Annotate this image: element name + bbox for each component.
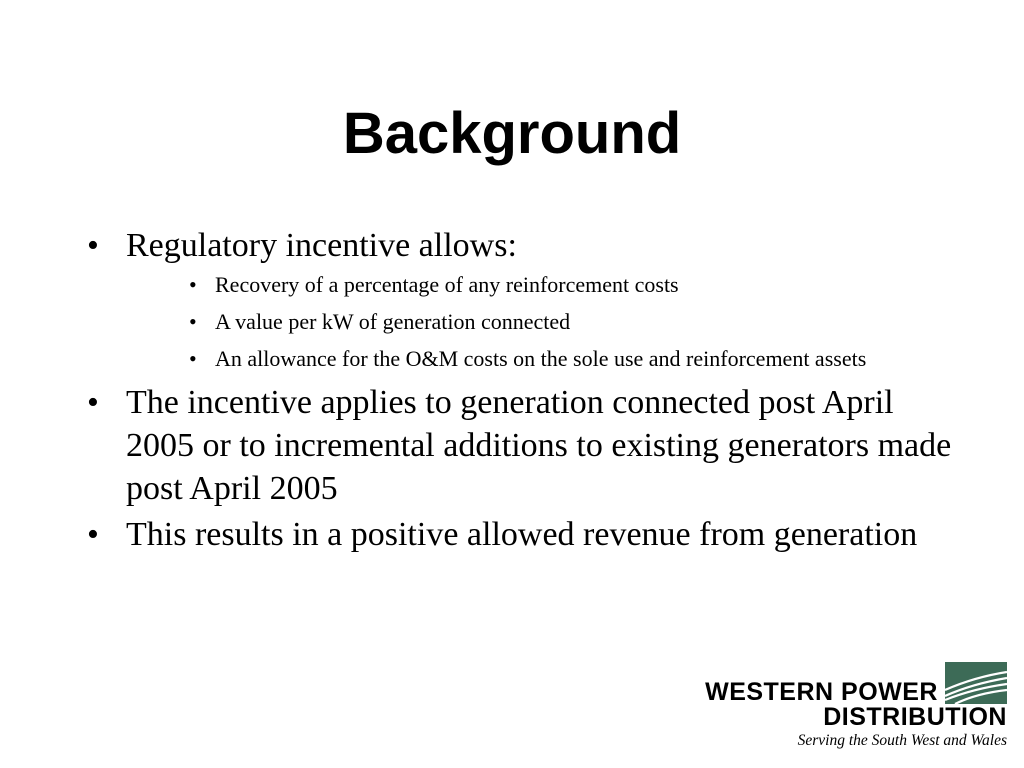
slide-title: Background (342, 101, 682, 166)
sub-bullet-list (0, 270, 1024, 374)
bullet-text: This results in a positive allowed revenue from generation (126, 516, 918, 553)
sub-bullet-marker: • (189, 272, 197, 297)
bullet-list (0, 224, 1024, 559)
sub-bullet-marker: • (189, 309, 197, 334)
power-lines-icon (945, 662, 1007, 704)
sub-bullet-marker: • (189, 346, 197, 371)
sub-bullet-text: A value per kW of generation connected (215, 309, 571, 334)
sub-bullet-item (0, 307, 1024, 337)
bullet-item (0, 224, 1024, 267)
logo-line-1: WESTERN POWER (705, 678, 938, 706)
sub-bullet-text: Recovery of a percentage of any reinforcement costs (215, 272, 679, 297)
logo-line-2: DISTRIBUTION (823, 703, 1007, 731)
bullet-marker: • (87, 227, 99, 264)
logo-tagline: Serving the South West and Wales (797, 732, 1007, 749)
bullet-text: The incentive applies to generation connected post April 2005 or to incremental additions to existing generators made post April 2005 (126, 384, 952, 507)
bullet-item (0, 513, 1024, 556)
bullet-item (0, 381, 1024, 510)
sub-bullet-text: An allowance for the O&M costs on the sole use and reinforcement assets (215, 346, 867, 371)
sub-bullet-item (0, 344, 1024, 374)
company-logo (695, 662, 1013, 758)
bullet-marker: • (87, 516, 99, 553)
bullet-text: Regulatory incentive allows: (126, 227, 517, 264)
sub-bullet-item (0, 270, 1024, 300)
bullet-marker: • (87, 384, 99, 421)
